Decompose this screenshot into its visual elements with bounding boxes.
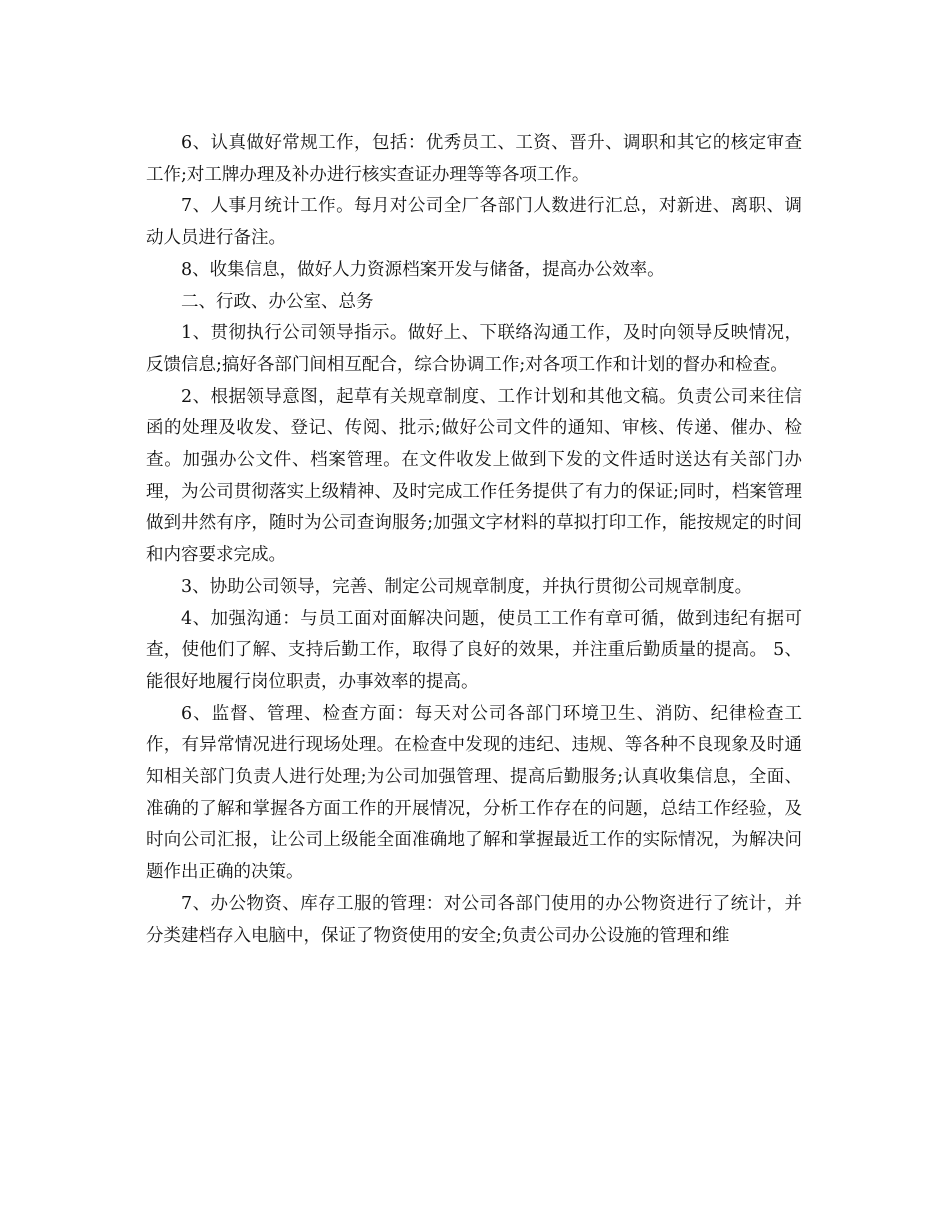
- paragraph-admin-2: 2、根据领导意图，起草有关规章制度、工作计划和其他文稿。负责公司来往信函的处理及收发、登记、传阅、批示;做好公司文件的通知、审核、传递、催办、检查。加强办公文件、档案管理。在文件收发上做到下发的文件适时送达有关部门办理，为公司贯彻落实上级精神、及时完成工作任务提供了有力的保证;同时，档案管理做到井然有序，随时为公司查询服务;加强文字材料的草拟打印工作，能按规定的时间和内容要求完成。: [146, 386, 802, 566]
- paragraph-item-8: 8、收集信息，做好人力资源档案开发与储备，提高办公效率。: [181, 259, 665, 280]
- paragraph-admin-1: 1、贯彻执行公司领导指示。做好上、下联络沟通工作，及时向领导反映情况，反馈信息;搞好各部门间相互配合，综合协调工作;对各项工作和计划的督办和检查。: [146, 323, 802, 375]
- section-heading-admin-office: 二、行政、办公室、总务: [181, 291, 374, 312]
- paragraph-admin-6: 6、监督、管理、检查方面：每天对公司各部门环境卫生、消防、纪律检查工作，有异常情况进行现场处理。在检查中发现的违纪、违规、等各种不良现象及时通知相关部门负责人进行处理;为公司加强管理、提高后勤服务;认真收集信息，全面、准确的了解和掌握各方面工作的开展情况，分析工作存在的问题，总结工作经验，及时向公司汇报，让公司上级能全面准确地了解和掌握最近工作的实际情况，为解决问题作出正确的决策。: [146, 703, 802, 883]
- paragraph-admin-4-5: 4、加强沟通：与员工面对面解决问题，使员工工作有章可循，做到违纪有据可查，使他们了解、支持后勤工作，取得了良好的效果，并注重后勤质量的提高。 5、能很好地履行岗位职责，办事效率的提高。: [146, 608, 802, 692]
- document-body: [146, 128, 802, 952]
- paragraph-admin-7: 7、办公物资、库存工服的管理：对公司各部门使用的办公物资进行了统计，并分类建档存入电脑中，保证了物资使用的安全;负责公司办公设施的管理和维: [146, 893, 802, 946]
- paragraph-admin-3: 3、协助公司领导，完善、制定公司规章制度，并执行贯彻公司规章制度。: [181, 576, 753, 597]
- paragraph-item-6: 6、认真做好常规工作，包括：优秀员工、工资、晋升、调职和其它的核定审查工作;对工牌办理及补办进行核实查证办理等等各项工作。: [146, 133, 802, 185]
- paragraph-item-7: 7、人事月统计工作。每月对公司全厂各部门人数进行汇总，对新进、离职、调动人员进行备注。: [146, 196, 802, 249]
